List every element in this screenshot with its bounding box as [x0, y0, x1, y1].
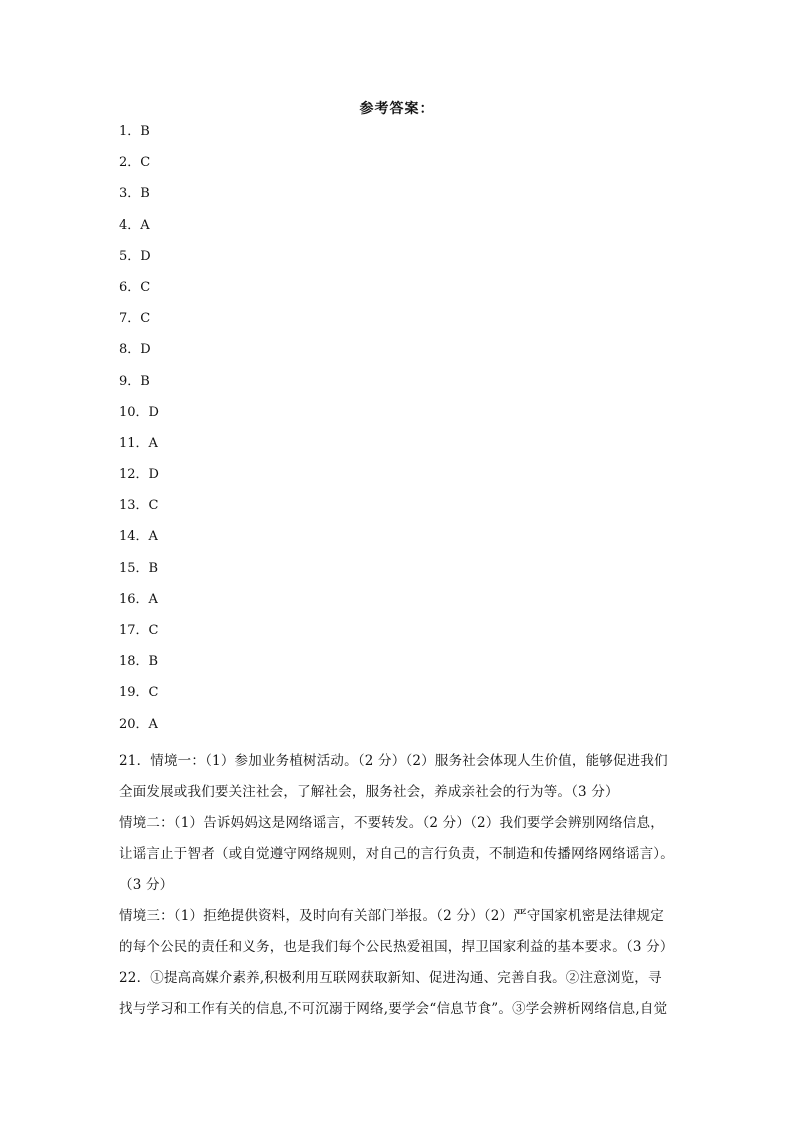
- text-line: 让谣言止于智者（或自觉遵守网络规则，对自己的言行负责，不制造和传播网络网络谣言）。: [119, 846, 674, 862]
- text-line: 的每个公民的责任和义务，也是我们每个公民热爱祖国，捍卫国家利益的基本要求。（3 分）: [119, 939, 674, 955]
- answer-item: 10．D: [119, 404, 159, 420]
- answer-item: 14．A: [119, 529, 158, 545]
- answer-item: 13．C: [119, 498, 159, 514]
- answer-item: 7．C: [119, 311, 151, 327]
- answer-item: 1．B: [119, 124, 150, 139]
- answer-item: 17．C: [119, 623, 159, 638]
- text-line: 22．①提高高媒介素养,积极利用互联网获取新知、促进沟通、完善自我。②注意浏览，寻: [119, 970, 662, 986]
- answer-item: 6．C: [119, 279, 151, 295]
- text-line: 情境二：（1）告诉妈妈这是网络谣言，不要转发。（2 分）（2）我们要学会辨别网络信息，: [119, 815, 664, 831]
- text-line: （3 分）: [119, 877, 174, 893]
- answer-item: 5．D: [119, 248, 151, 264]
- answer-list: [119, 122, 159, 746]
- answer-item: 12．D: [119, 467, 159, 483]
- page-title: 参考答案：: [359, 101, 435, 117]
- answer-item: 4．A: [119, 217, 150, 233]
- answer-item: 15．B: [119, 560, 159, 576]
- text-line: 情境三：（1）拒绝提供资料，及时向有关部门举报。（2 分）（2）严守国家机密是法律规定: [119, 908, 664, 924]
- text-line: 找与学习和工作有关的信息,不可沉溺于网络,要学会“信息节食”。③学会辨析网络信息,自觉: [119, 1001, 668, 1017]
- answer-item: 8．D: [119, 342, 151, 358]
- answer-explanations: [119, 746, 694, 1025]
- answer-item: 20．A: [119, 716, 158, 732]
- answer-item: 9．B: [119, 373, 150, 389]
- answer-item: 3．B: [119, 186, 150, 202]
- answer-item: 18．B: [119, 654, 159, 670]
- text-line: 全面发展或我们要关注社会，了解社会，服务社会，养成亲社会的行为等。（3 分）: [119, 784, 619, 800]
- answer-item: 2．C: [119, 155, 151, 171]
- text-line: 21．情境一：（1）参加业务植树活动。（2 分）（2）服务社会体现人生价值，能够促进我们: [119, 753, 668, 769]
- answer-item: 16．A: [119, 591, 158, 607]
- answer-item: 19．C: [119, 685, 159, 701]
- answer-item: 11．A: [119, 435, 158, 451]
